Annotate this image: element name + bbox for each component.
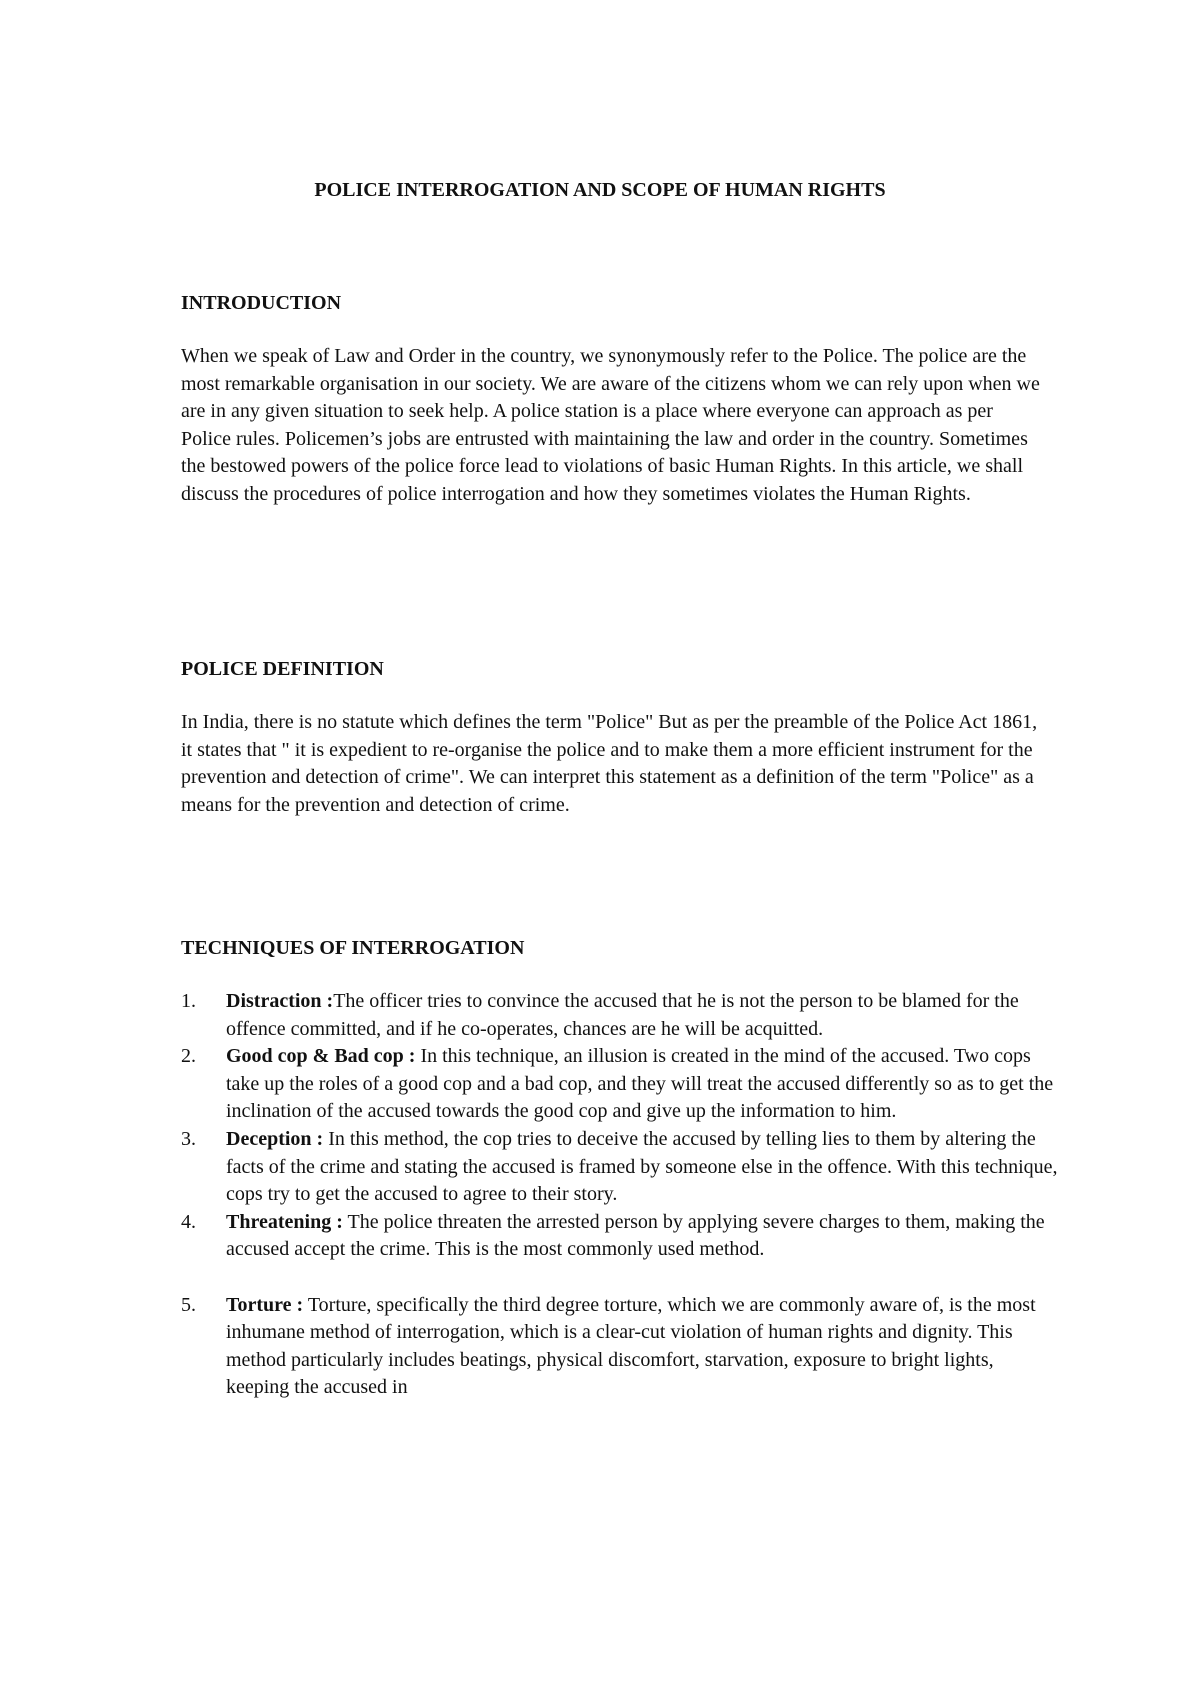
list-item-term: Good cop & Bad cop : bbox=[226, 1045, 416, 1068]
list-item-term: Threatening : bbox=[226, 1210, 343, 1233]
list-item-good-cop-bad-cop bbox=[181, 1043, 1061, 1126]
list-item-number: 4. bbox=[181, 1210, 196, 1233]
police-definition-heading: POLICE DEFINITION bbox=[181, 658, 384, 680]
introduction-heading: INTRODUCTION bbox=[181, 292, 342, 314]
list-item-number: 2. bbox=[181, 1045, 196, 1068]
police-definition-paragraph: In India, there is no statute which defines the term "Police" But as per the preamble of the Police Act 1861, it states that " it is expedient to re-organise the police and to make them a more efficient instrument for the prevention and detection of crime". We can interpret this statement as a definition of the term "Police" as a means for the prevention and detection of crime. bbox=[181, 711, 1038, 816]
list-item-text: The police threaten the arrested person by applying severe charges to them, making the accused accept the crime. This is the most commonly used method. bbox=[226, 1210, 1045, 1261]
techniques-heading: TECHNIQUES OF INTERROGATION bbox=[181, 937, 525, 959]
list-item-torture bbox=[181, 1292, 1061, 1402]
list-item-distraction bbox=[181, 988, 1061, 1043]
list-item-number: 5. bbox=[181, 1293, 196, 1316]
list-item-number: 1. bbox=[181, 990, 196, 1012]
list-item-text: Torture, specifically the third degree torture, which we are commonly aware of, is the most inhumane method of interrogation, which is a clear-cut violation of human rights and dignity. This method particularly includes beatings, physical discomfort, starvation, exposure to bright lights, keeping the accused in bbox=[226, 1293, 1036, 1399]
list-item-text: In this method, the cop tries to deceive the accused by telling lies to them by altering the facts of the crime and stating the accused is framed by someone else in the offence. With this technique, cops try to get the accused to agree to their story. bbox=[226, 1127, 1058, 1206]
list-item-deception bbox=[181, 1126, 1061, 1209]
list-item-text: The officer tries to convince the accused that he is not the person to be blamed for the offence committed, and if he co-operates, chances are he will be acquitted. bbox=[226, 990, 1019, 1040]
techniques-list bbox=[181, 988, 1061, 1402]
document-title: POLICE INTERROGATION AND SCOPE OF HUMAN RIGHTS bbox=[314, 179, 886, 201]
list-item-threatening bbox=[181, 1209, 1061, 1264]
introduction-paragraph: When we speak of Law and Order in the country, we synonymously refer to the Police. The police are the most remarkable organisation in our society. We are aware of the citizens whom we can rely upon when we are in any given situation to seek help. A police station is a place where everyone can approach as per Police rules. Policemen’s jobs are entrusted with maintaining the law and order in the country. Sometimes the bestowed powers of the police force lead to violations of basic Human Rights. In this article, we shall discuss the procedures of police interrogation and how they sometimes violates the Human Rights. bbox=[181, 345, 1040, 505]
list-item-term: Distraction : bbox=[226, 990, 334, 1012]
list-item-number: 3. bbox=[181, 1127, 196, 1150]
list-item-term: Deception : bbox=[226, 1127, 324, 1150]
list-item-text: In this technique, an illusion is created in the mind of the accused. Two cops take up the roles of a good cop and a bad cop, and they will treat the accused differently so as to get the inclination of the accused towards the good cop and give up the information to him. bbox=[226, 1045, 1054, 1123]
list-item-term: Torture : bbox=[226, 1293, 304, 1316]
